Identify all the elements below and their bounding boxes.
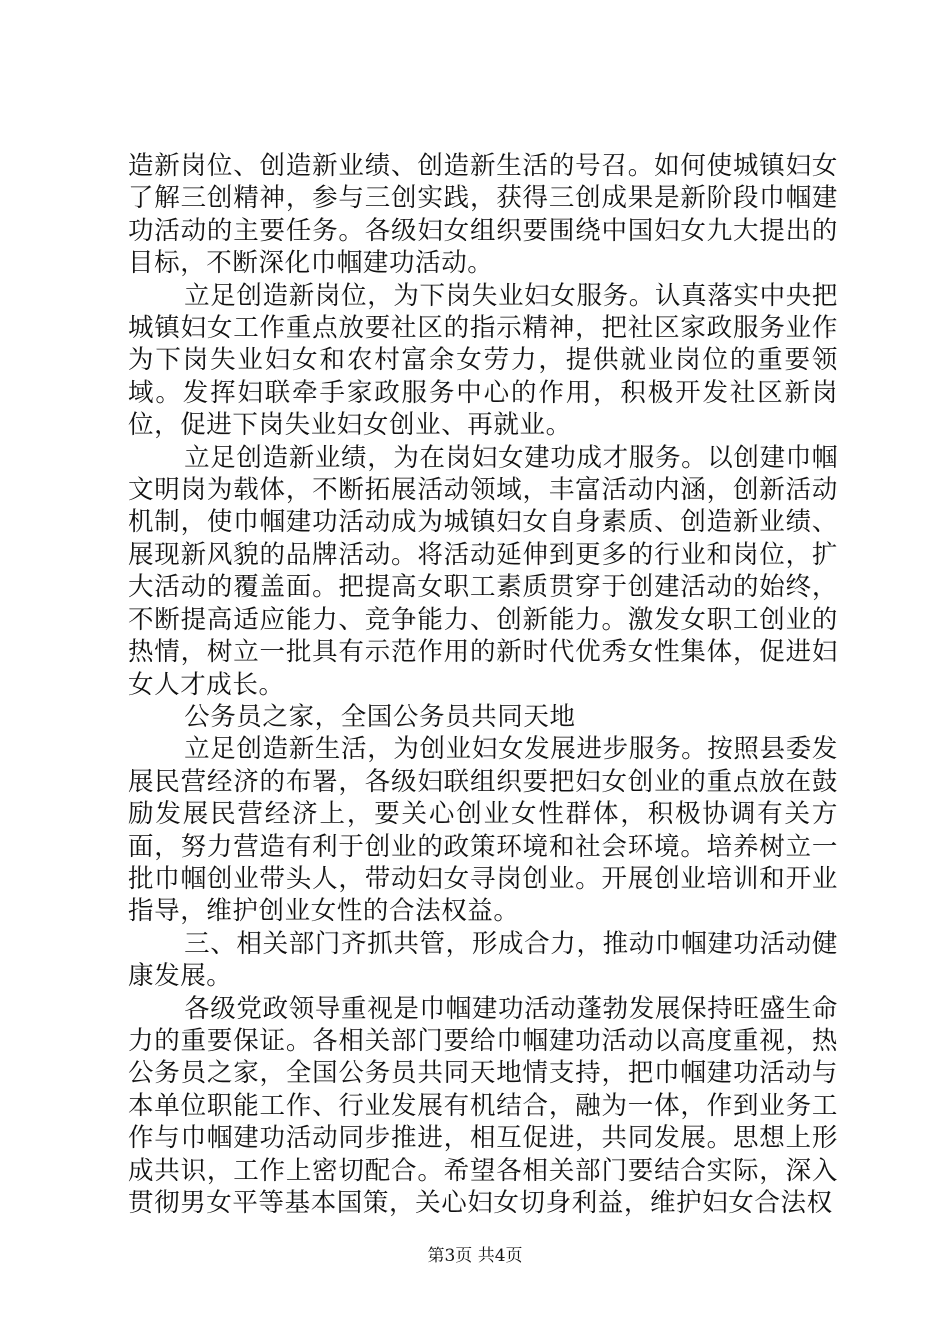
paragraph-watermark-line: 公务员之家，全国公务员共同天地 (184, 701, 576, 732)
paragraph-continuation: 造新岗位、创造新业绩、创造新生活的号召。如何使城镇妇女了解三创精神，参与三创实践，获得三创成果是新阶段巾帼建功活动的主要任务。各级妇女组织要围绕中国妇女九大提出的目标，不断深化巾帼建功活动。 (128, 151, 838, 279)
page-footer: 第3页 共4页 (427, 1246, 523, 1266)
paragraph-new-jobs: 立足创造新岗位，为下岗失业妇女服务。认真落实中央把城镇妇女工作重点放要社区的指示精神，把社区家政服务业作为下岗失业妇女和农村富余女劳力，提供就业岗位的重要领域。发挥妇联牵手家政服务中心的作用，积极开发社区新岗位，促进下岗失业妇女创业、再就业。 (128, 280, 838, 441)
section-heading-three: 三、相关部门齐抓共管，形成合力，推动巾帼建功活动健康发展。 (128, 928, 838, 992)
paragraph-leadership: 各级党政领导重视是巾帼建功活动蓬勃发展保持旺盛生命力的重要保证。各相关部门要给巾帼建功活动以高度重视，热公务员之家，全国公务员共同天地情支持，把巾帼建功活动与本单位职能工作、行业发展有机结合，融为一体，作到业务工作与巾帼建功活动同步推进，相互促进，共同发展。思想上形成共识，工作上密切配合。希望各相关部门要结合实际，深入贯彻男女平等基本国策，关心妇女切身利益，维护妇女合法权 (128, 993, 838, 1218)
paragraph-new-achievements: 立足创造新业绩，为在岗妇女建功成才服务。以创建巾帼文明岗为载体，不断拓展活动领域，丰富活动内涵，创新活动机制，使巾帼建功活动成为城镇妇女自身素质、创造新业绩、展现新风貌的品牌活动。将活动延伸到更多的行业和岗位，扩大活动的覆盖面。把提高女职工素质贯穿于创建活动的始终，不断提高适应能力、竞争能力、创新能力。激发女职工创业的热情，树立一批具有示范作用的新时代优秀女性集体，促进妇女人才成长。 (128, 442, 838, 700)
paragraph-new-life: 立足创造新生活，为创业妇女发展进步服务。按照县委发展民营经济的布署，各级妇联组织要把妇女创业的重点放在鼓励发展民营经济上，要关心创业女性群体，积极协调有关方面，努力营造有利于创业的政策环境和社会环境。培养树立一批巾帼创业带头人，带动妇女寻岗创业。开展创业培训和开业指导，维护创业女性的合法权益。 (128, 734, 838, 927)
document-body (128, 150, 838, 1219)
